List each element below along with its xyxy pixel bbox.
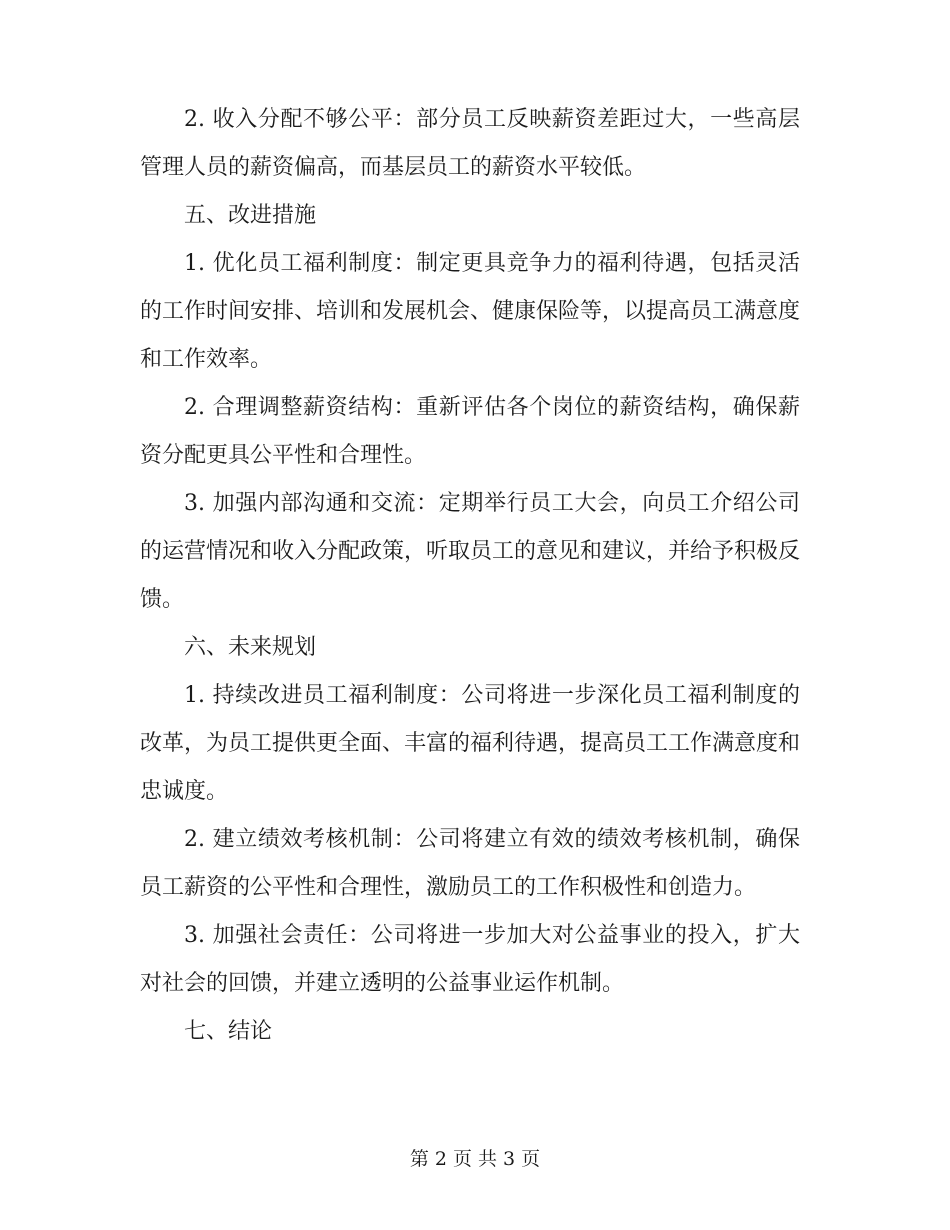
page-indicator: 第 2 页 共 3 页: [409, 1148, 541, 1170]
paragraph-performance-review: 2. 建立绩效考核机制：公司将建立有效的绩效考核机制，确保员工薪资的公平性和合理性，激励员工的工作积极性和创造力。: [140, 827, 800, 900]
paragraph-internal-communication: 3. 加强内部沟通和交流：定期举行员工大会，向员工介绍公司的运营情况和收入分配政策，听取员工的意见和建议，并给予积极反馈。: [140, 491, 801, 612]
paragraph-income-fairness: 2. 收入分配不够公平：部分员工反映薪资差距过大，一些高层管理人员的薪资偏高，而基层员工的薪资水平较低。: [140, 107, 800, 180]
section-heading-conclusion: 七、结论: [184, 1019, 273, 1044]
paragraph-continue-benefits: 1. 持续改进员工福利制度：公司将进一步深化员工福利制度的改革，为员工提供更全面、丰富的福利待遇，提高员工工作满意度和忠诚度。: [140, 683, 801, 804]
document-page: [140, 96, 800, 1056]
paragraph-adjust-salary: 2. 合理调整薪资结构：重新评估各个岗位的薪资结构，确保薪资分配更具公平性和合理性。: [140, 395, 800, 468]
section-heading-future-plans: 六、未来规划: [184, 635, 317, 660]
paragraph-optimize-benefits: 1. 优化员工福利制度：制定更具竞争力的福利待遇，包括灵活的工作时间安排、培训和发展机会、健康保险等，以提高员工满意度和工作效率。: [140, 251, 801, 372]
paragraph-social-responsibility: 3. 加强社会责任：公司将进一步加大对公益事业的投入，扩大对社会的回馈，并建立透明的公益事业运作机制。: [140, 923, 800, 996]
page-footer: [0, 1144, 950, 1174]
section-heading-improvements: 五、改进措施: [184, 203, 317, 228]
